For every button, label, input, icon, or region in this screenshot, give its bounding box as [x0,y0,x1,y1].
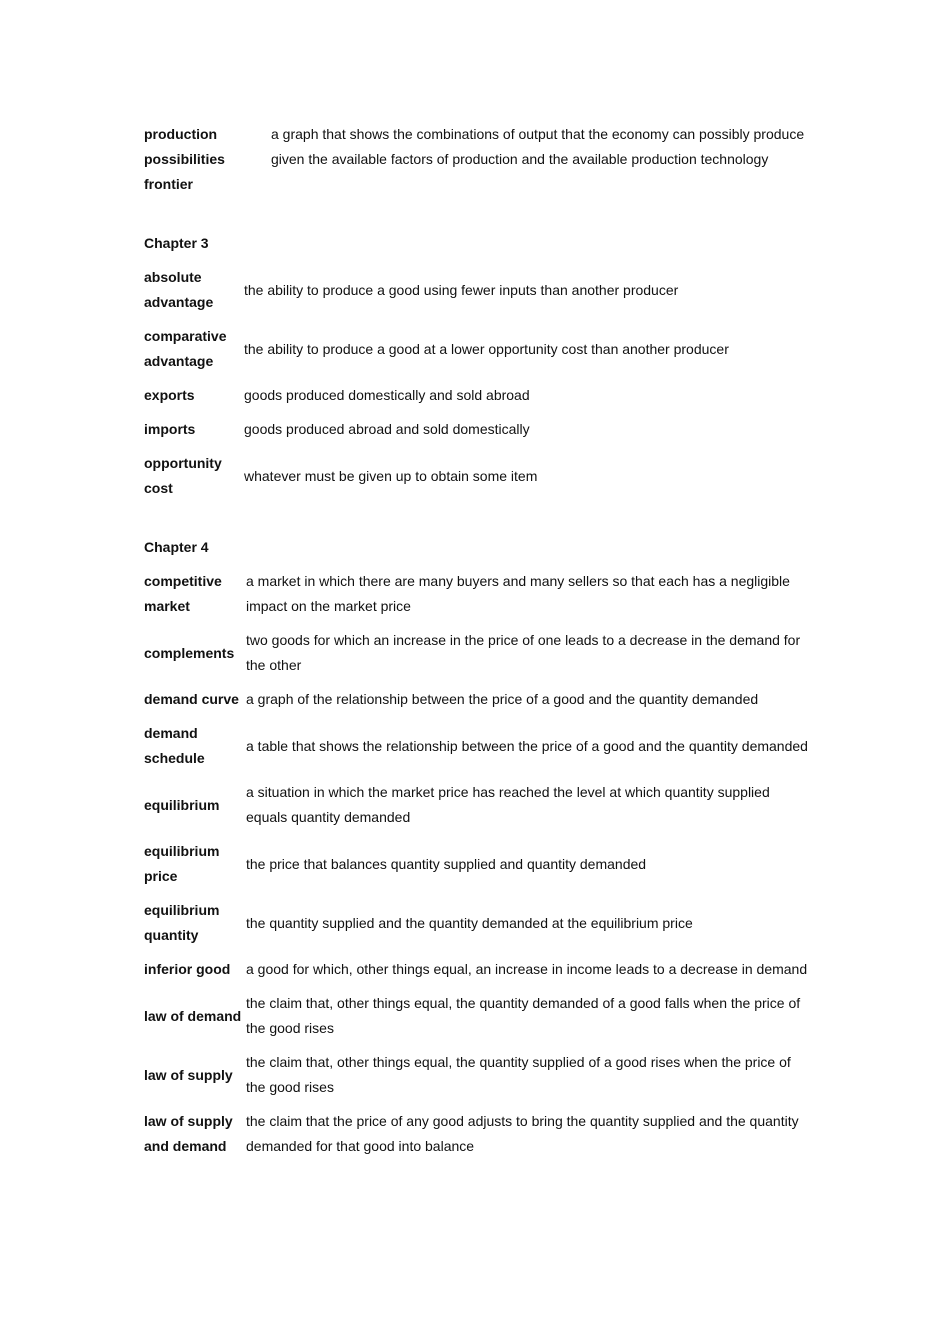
glossary-definition: the claim that the price of any good adjusts to bring the quantity supplied and the quantity demanded for that good into balance [246,1113,799,1154]
glossary-term: absolute advantage [144,269,214,310]
glossary-row [144,1109,814,1159]
glossary-page [144,122,814,1159]
glossary-definition: the ability to produce a good using fewer inputs than another producer [244,281,679,298]
glossary-row [144,957,814,982]
glossary-term: law of supply [144,1066,233,1083]
glossary-row [144,628,814,678]
glossary-table-chapter4 [144,569,814,1159]
glossary-term: comparative advantage [144,328,227,369]
glossary-definition: the quantity supplied and the quantity demanded at the equilibrium price [246,914,693,931]
glossary-definition: goods produced domestically and sold abroad [244,387,530,403]
glossary-row [144,687,814,712]
glossary-definition: a good for which, other things equal, an increase in income leads to a decrease in demand [246,961,808,977]
glossary-definition: the price that balances quantity supplied and quantity demanded [246,855,647,872]
glossary-definition: goods produced abroad and sold domestically [244,421,530,437]
glossary-definition: the ability to produce a good at a lower opportunity cost than another producer [244,340,729,357]
glossary-row [144,780,814,830]
glossary-row [144,324,814,374]
glossary-row [144,721,814,771]
glossary-term: demand schedule [144,725,205,766]
glossary-term: imports [144,421,196,437]
glossary-definition: the claim that, other things equal, the quantity supplied of a good rises when the price of the good rises [246,1054,791,1095]
glossary-table-chapter3 [144,265,814,501]
glossary-definition: whatever must be given up to obtain some item [244,467,538,484]
glossary-row [144,991,814,1041]
glossary-term: exports [144,387,195,403]
chapter-heading: Chapter 3 [144,235,209,251]
glossary-row [144,417,814,442]
glossary-term: equilibrium quantity [144,902,220,943]
glossary-row [144,839,814,889]
chapter-heading: Chapter 4 [144,539,209,555]
glossary-row [144,1050,814,1100]
glossary-definition: two goods for which an increase in the price of one leads to a decrease in the demand for the other [246,632,801,673]
glossary-term: demand curve [144,691,239,707]
glossary-term: competitive market [144,573,222,614]
glossary-row [144,898,814,948]
glossary-table-intro [144,122,814,197]
glossary-definition: a market in which there are many buyers and many sellers so that each has a negligible impact on the market price [246,573,790,614]
glossary-definition: a graph of the relationship between the price of a good and the quantity demanded [246,691,759,707]
glossary-row [144,122,814,197]
glossary-definition: a graph that shows the combinations of output that the economy can possibly produce given the available factors of production and the available production technology [271,126,805,167]
glossary-row [144,383,814,408]
glossary-term: law of supply and demand [144,1113,233,1154]
glossary-definition: a table that shows the relationship between the price of a good and the quantity demanded [246,737,808,754]
glossary-term: complements [144,644,235,661]
glossary-definition: the claim that, other things equal, the quantity demanded of a good falls when the price of the good rises [246,995,801,1036]
glossary-term: production possibilities frontier [144,126,225,192]
glossary-row [144,451,814,501]
glossary-row [144,265,814,315]
glossary-definition: a situation in which the market price has reached the level at which quantity supplied equals quantity demanded [246,784,770,825]
glossary-term: law of demand [144,1007,242,1024]
glossary-term: equilibrium price [144,843,220,884]
glossary-term: opportunity cost [144,455,222,496]
glossary-row [144,569,814,619]
glossary-term: equilibrium [144,796,220,813]
glossary-term: inferior good [144,961,231,977]
